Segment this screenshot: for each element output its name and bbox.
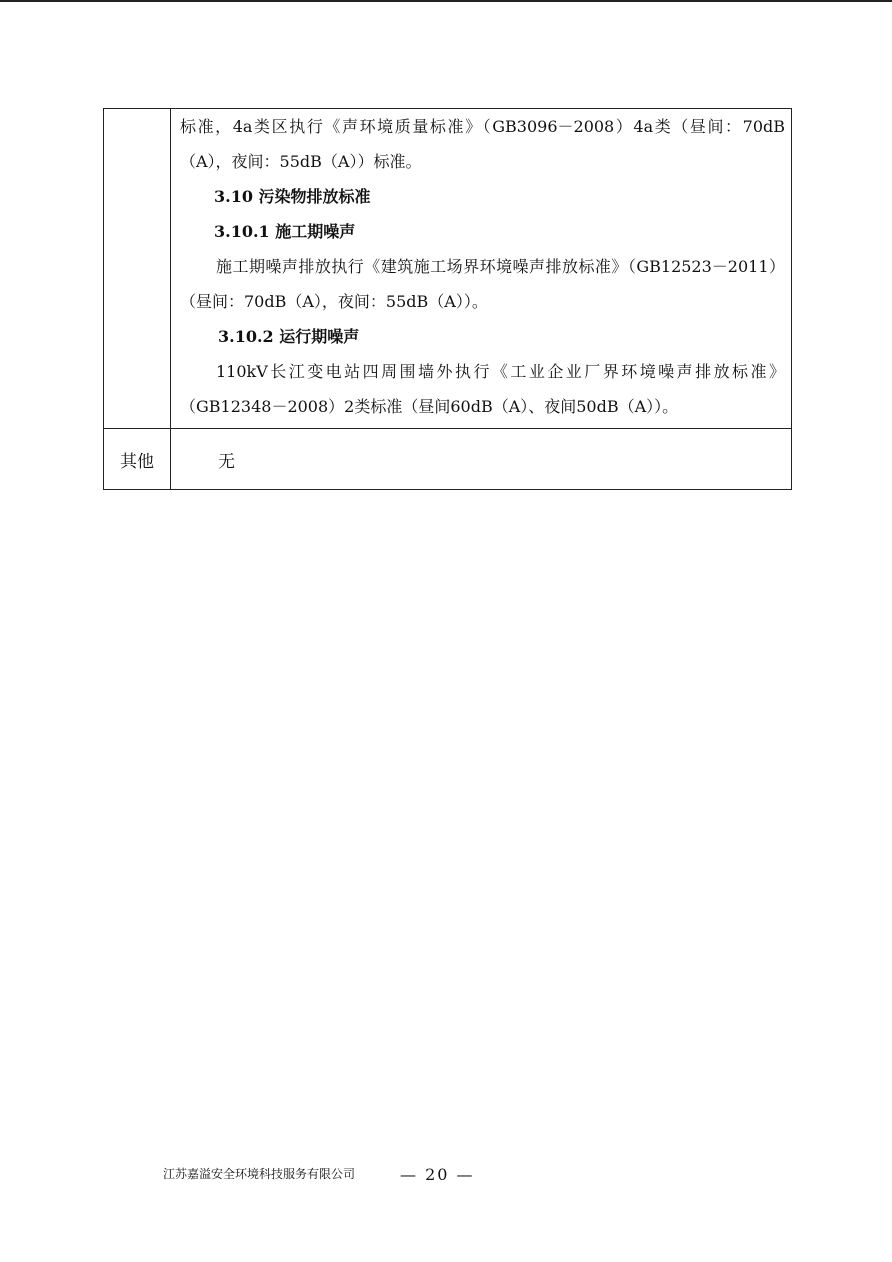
table-row (104, 429, 792, 490)
section-heading-3-10-1: 3.10.1 施工期噪声 (214, 222, 356, 241)
page-number: — 20 — (400, 1165, 475, 1184)
standards-table (103, 108, 792, 490)
table-row (104, 109, 792, 429)
section-heading-3-10-2: 3.10.2 运行期噪声 (218, 327, 360, 346)
row-label-other: 其他 (104, 429, 171, 490)
row-label-cell (104, 109, 171, 429)
top-border-line (0, 0, 892, 2)
row-value-other: 无 (171, 429, 792, 490)
page-footer (0, 1166, 892, 1190)
footer-company-name: 江苏嘉溢安全环境科技服务有限公司 (163, 1167, 356, 1181)
row-content-cell (171, 109, 792, 429)
paragraph-operation-noise: 110kV长江变电站四周围墙外执行《工业企业厂界环境噪声排放标准》（GB12348－2008）2类标准（昼间60dB（A）、夜间50dB（A））。 (180, 362, 785, 416)
paragraph-acoustic-standard: 标准，4a类区执行《声环境质量标准》（GB3096－2008）4a类（昼间：70dB（A），夜间：55dB（A））标准。 (180, 117, 785, 171)
section-heading-3-10: 3.10 污染物排放标准 (214, 187, 371, 206)
paragraph-construction-noise: 施工期噪声排放执行《建筑施工场界环境噪声排放标准》（GB12523－2011）（昼间：70dB（A），夜间：55dB（A））。 (180, 257, 785, 311)
